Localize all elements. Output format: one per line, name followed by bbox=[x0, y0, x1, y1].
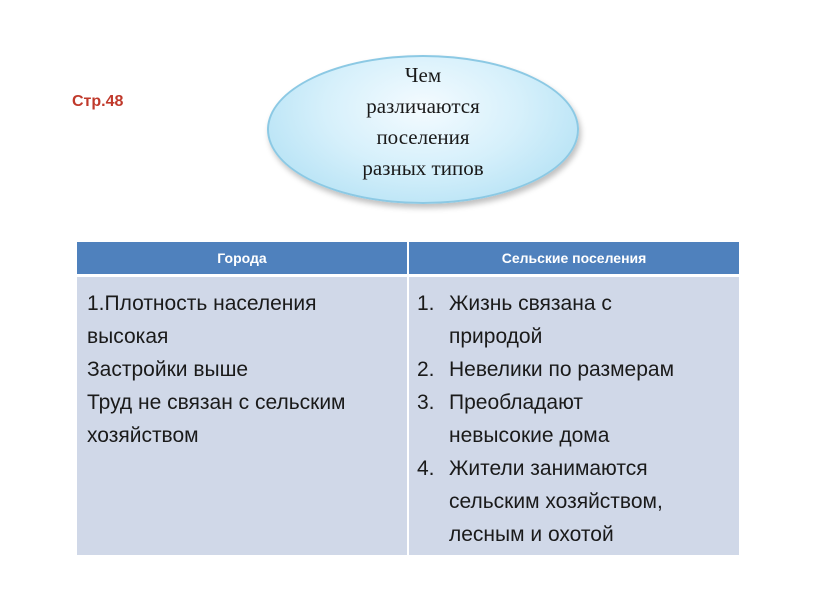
question-line: Чем bbox=[404, 63, 442, 87]
rural-item-number: 4. bbox=[417, 457, 435, 480]
page-reference: Стр.48 bbox=[72, 93, 124, 110]
rural-line: Жители занимаются bbox=[449, 457, 648, 480]
rural-line: Преобладают bbox=[449, 391, 583, 414]
cities-line: Труд не связан с сельским bbox=[87, 391, 346, 414]
table-header-row bbox=[77, 242, 739, 276]
question-line: поселения bbox=[376, 125, 470, 149]
rural-line: невысокие дома bbox=[449, 424, 610, 447]
rural-list bbox=[417, 287, 733, 551]
cities-line: 1.Плотность населения bbox=[87, 292, 317, 315]
rural-item bbox=[417, 353, 733, 386]
rural-line: Невелики по размерам bbox=[449, 358, 675, 381]
question-line: различаются bbox=[366, 94, 480, 118]
question-text bbox=[267, 60, 579, 184]
header-cities: Города bbox=[77, 242, 408, 276]
rural-line: Жизнь связана с bbox=[449, 292, 612, 315]
rural-line: природой bbox=[449, 325, 543, 348]
cities-line: Застройки выше bbox=[87, 358, 249, 381]
cities-line: хозяйством bbox=[87, 424, 199, 447]
rural-cell bbox=[408, 276, 739, 556]
rural-item-number: 1. bbox=[417, 292, 435, 315]
comparison-table bbox=[77, 242, 739, 555]
rural-item-text bbox=[449, 353, 733, 386]
rural-item bbox=[417, 287, 733, 353]
rural-item bbox=[417, 386, 733, 452]
rural-line: лесным и охотой bbox=[449, 523, 614, 546]
rural-item-text bbox=[449, 386, 733, 452]
table-row bbox=[77, 276, 739, 556]
rural-item-number: 2. bbox=[417, 358, 435, 381]
rural-item bbox=[417, 452, 733, 551]
question-line: разных типов bbox=[362, 156, 484, 180]
rural-item-text bbox=[449, 452, 733, 551]
rural-item-text bbox=[449, 287, 733, 353]
cities-line: высокая bbox=[87, 325, 169, 348]
rural-line: сельским хозяйством, bbox=[449, 490, 663, 513]
rural-item-number: 3. bbox=[417, 391, 435, 414]
cities-cell bbox=[77, 276, 408, 556]
header-rural: Сельские поселения bbox=[408, 242, 739, 276]
